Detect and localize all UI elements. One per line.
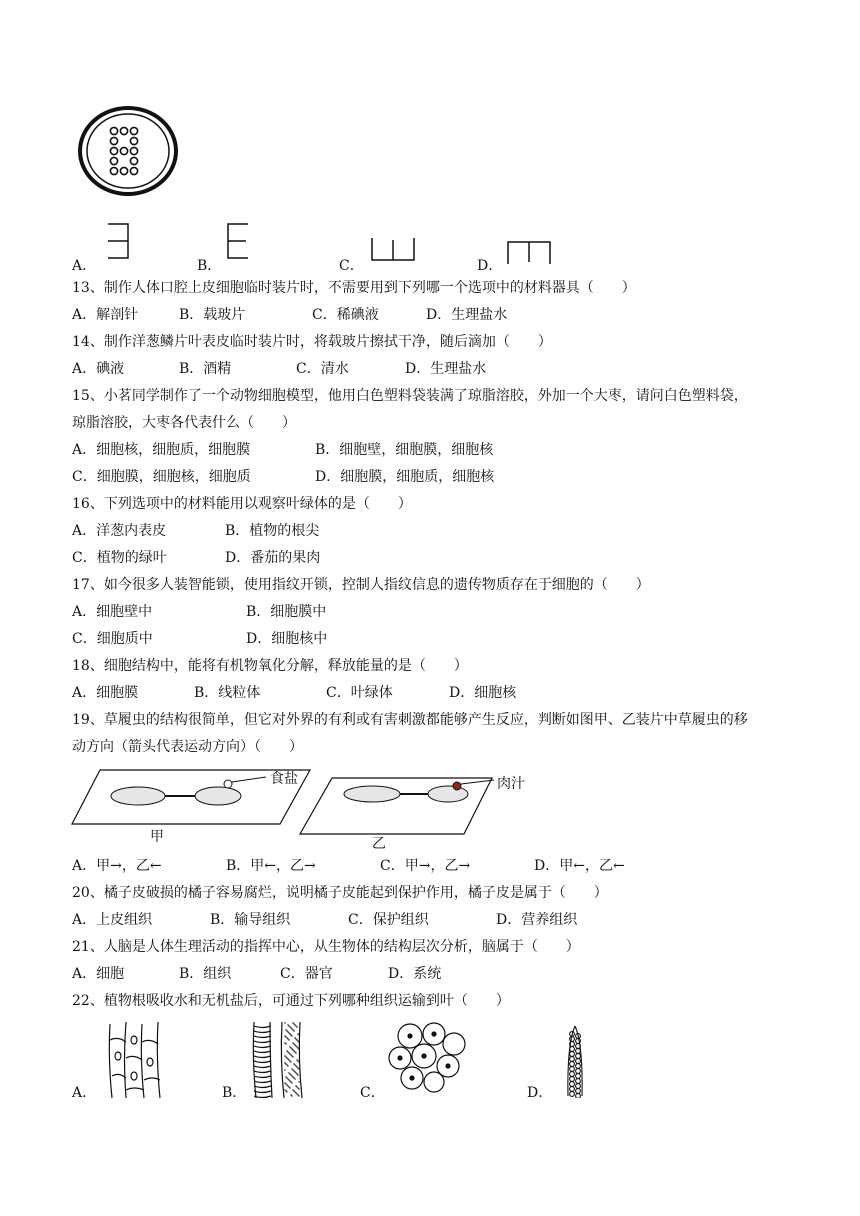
- q16-option-b[interactable]: B．植物的根尖: [225, 523, 320, 539]
- epidermal-tissue-figure: [104, 1020, 166, 1100]
- q15-option-b[interactable]: B．细胞壁，细胞膜，细胞核: [315, 442, 494, 458]
- q18-option-c[interactable]: C．叶绿体: [326, 685, 393, 701]
- q13-option-c[interactable]: C．稀碘液: [312, 307, 379, 323]
- q21-option-b[interactable]: B．组织: [179, 966, 232, 982]
- q19-stem-line2: 动方向（箭头代表运动方向）（ ）: [72, 739, 303, 755]
- q13-stem: 13、制作人体口腔上皮细胞临时装片时，不需要用到下列哪一个选项中的材料器具（ ）: [72, 280, 636, 296]
- q14-option-d[interactable]: D．生理盐水: [405, 361, 487, 377]
- q19-stem-line1: 19、草履虫的结构很简单，但它对外界的有利或有害刺激都能够产生反应，判断如图甲、乙装片中草履虫的移: [72, 712, 748, 728]
- q17-option-a[interactable]: A．细胞壁中: [72, 604, 153, 620]
- fig-label-yi: 乙: [372, 836, 386, 852]
- q21-option-a[interactable]: A．细胞: [72, 966, 125, 982]
- q18-option-a[interactable]: A．细胞膜: [72, 685, 139, 701]
- option-a-shape: [104, 222, 134, 262]
- q22-option-b[interactable]: B．: [222, 1085, 247, 1101]
- q14-option-c[interactable]: C．清水: [296, 361, 349, 377]
- q17-option-c[interactable]: C．细胞质中: [72, 631, 153, 647]
- q20-option-a[interactable]: A．上皮组织: [72, 912, 153, 928]
- q15-option-c[interactable]: C．细胞膜，细胞核，细胞质: [72, 469, 251, 485]
- q20-option-d[interactable]: D．营养组织: [496, 912, 578, 928]
- q12-option-a[interactable]: A．: [72, 258, 97, 274]
- microscope-view-figure: [78, 106, 180, 196]
- q18-option-b[interactable]: B．线粒体: [194, 685, 261, 701]
- q21-stem: 21、人脑是人体生理活动的指挥中心，从生物体的结构层次分析，脑属于（ ）: [72, 939, 580, 955]
- q15-option-d[interactable]: D．细胞膜，细胞质，细胞核: [315, 469, 495, 485]
- q15-option-a[interactable]: A．细胞核，细胞质，细胞膜: [72, 442, 251, 458]
- q13-option-d[interactable]: D．生理盐水: [426, 307, 508, 323]
- q22-option-a[interactable]: A．: [72, 1085, 97, 1101]
- option-d-shape: [506, 240, 554, 266]
- q14-stem: 14、制作洋葱鳞片叶表皮临时装片时，将载玻片擦拭干净，随后滴加（ ）: [72, 334, 552, 350]
- q20-stem: 20、橘子皮破损的橘子容易腐烂，说明橘子皮能起到保护作用，橘子皮是属于（ ）: [72, 885, 608, 901]
- q16-option-a[interactable]: A．洋葱内表皮: [72, 523, 167, 539]
- q16-stem: 16、下列选项中的材料能用以观察叶绿体的是（ ）: [72, 496, 412, 512]
- q14-option-a[interactable]: A．碘液: [72, 361, 125, 377]
- option-c-shape: [370, 236, 418, 262]
- q18-option-d[interactable]: D．细胞核: [449, 685, 517, 701]
- q13-option-b[interactable]: B．载玻片: [179, 307, 246, 323]
- option-b-shape: [224, 222, 254, 262]
- q12-option-c[interactable]: C．: [339, 258, 364, 274]
- q12-option-d[interactable]: D．: [477, 258, 503, 274]
- q15-stem-line1: 15、小茗同学制作了一个动物细胞模型，他用白色塑料袋装满了琼脂溶胶，外加一个大枣，请问白色塑料袋，: [72, 388, 748, 404]
- q13-option-a[interactable]: A．解剖针: [72, 307, 139, 323]
- meristem-tissue-figure: [563, 1024, 587, 1098]
- q19-option-b[interactable]: B．甲←，乙→: [226, 858, 316, 874]
- q19-option-a[interactable]: A．甲→，乙←: [72, 858, 162, 874]
- vessel-tissue-figure: [248, 1020, 304, 1100]
- q21-option-c[interactable]: C．器官: [280, 966, 333, 982]
- fig-label-juice: 肉汁: [497, 776, 525, 792]
- q17-option-b[interactable]: B．细胞膜中: [246, 604, 327, 620]
- q22-option-d[interactable]: D．: [527, 1085, 553, 1101]
- q18-stem: 18、细胞结构中，能将有机物氧化分解，释放能量的是（ ）: [72, 658, 468, 674]
- q22-option-c[interactable]: C．: [360, 1085, 385, 1101]
- q19-option-d[interactable]: D．甲←，乙←: [534, 858, 625, 874]
- q16-option-d[interactable]: D．番茄的果肉: [225, 550, 321, 566]
- q12-option-b[interactable]: B．: [197, 258, 222, 274]
- q21-option-d[interactable]: D．系统: [388, 966, 442, 982]
- fig-label-salt: 食盐: [270, 771, 298, 787]
- q22-stem: 22、植物根吸收水和无机盐后，可通过下列哪种组织运输到叶（ ）: [72, 993, 510, 1009]
- fig-label-jia: 甲: [150, 829, 164, 845]
- q20-option-b[interactable]: B．输导组织: [210, 912, 291, 928]
- q17-stem: 17、如今很多人装智能锁，使用指纹开锁，控制人指纹信息的遗传物质存在于细胞的（ ）: [72, 577, 650, 593]
- q20-option-c[interactable]: C．保护组织: [348, 912, 429, 928]
- paramecium-slide-figure: [70, 762, 550, 854]
- q17-option-d[interactable]: D．细胞核中: [246, 631, 328, 647]
- parenchyma-cells-figure: [388, 1022, 470, 1094]
- q15-stem-line2: 琼脂溶胶，大枣各代表什么（ ）: [72, 415, 296, 431]
- q16-option-c[interactable]: C．植物的绿叶: [72, 550, 167, 566]
- q14-option-b[interactable]: B．酒精: [179, 361, 232, 377]
- q19-option-c[interactable]: C．甲→，乙→: [380, 858, 471, 874]
